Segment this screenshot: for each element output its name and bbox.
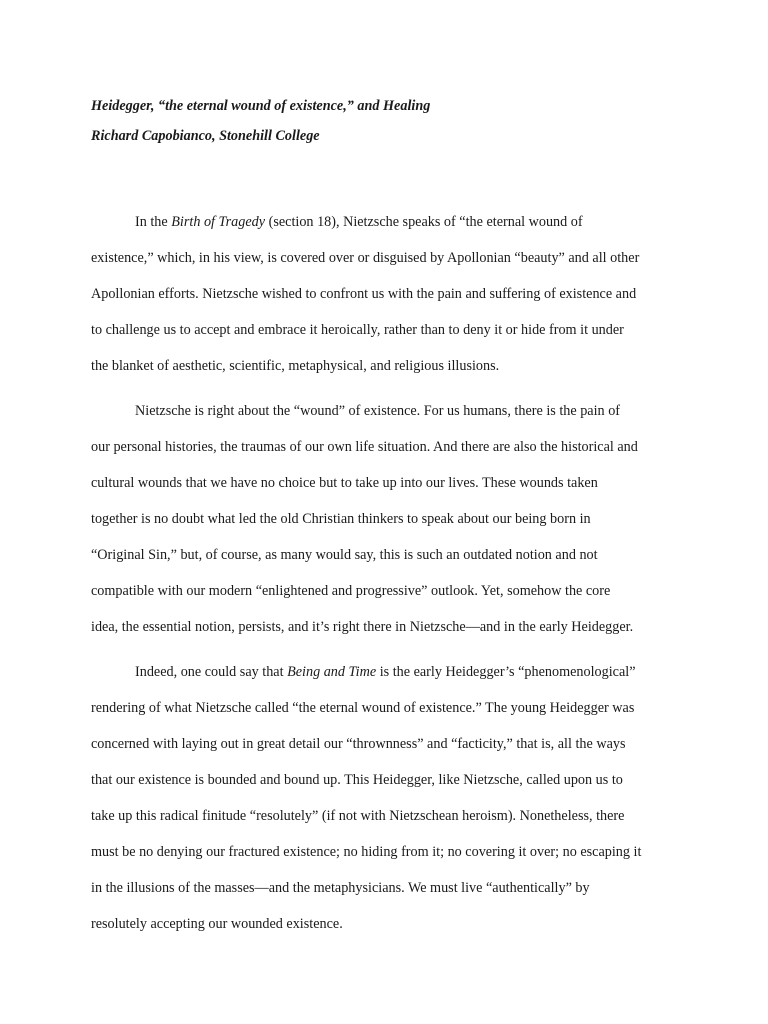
text-line: Nietzsche is right about the “wound” of existence. For us humans, there is the pain of: [135, 403, 621, 419]
body-paragraph: [91, 393, 681, 645]
text-line: resolutely accepting our wounded existence.: [91, 916, 343, 932]
italic-title: Being and Time: [287, 664, 377, 680]
text-line: Indeed, one could say that Being and Time is the early Heidegger’s “phenomenological”: [135, 664, 636, 680]
text-line: our personal histories, the traumas of our own life situation. And there are also the historical and: [91, 439, 638, 455]
text-line: in the illusions of the masses—and the metaphysicians. We must live “authentically” by: [91, 880, 590, 896]
document-body: [91, 204, 681, 942]
text-line: together is no doubt what led the old Christian thinkers to speak about our being born in: [91, 511, 591, 527]
document-author: Richard Capobianco, Stonehill College: [91, 128, 320, 144]
text-line: the blanket of aesthetic, scientific, metaphysical, and religious illusions.: [91, 358, 500, 374]
document-header: [91, 91, 691, 151]
text-line: cultural wounds that we have no choice but to take up into our lives. These wounds taken: [91, 475, 598, 491]
text-line: compatible with our modern “enlightened and progressive” outlook. Yet, somehow the core: [91, 583, 611, 599]
body-paragraph: [91, 204, 681, 384]
text-line: In the Birth of Tragedy (section 18), Nietzsche speaks of “the eternal wound of: [135, 214, 583, 230]
text-line: rendering of what Nietzsche called “the eternal wound of existence.” The young Heidegger was: [91, 700, 635, 716]
text-line: that our existence is bounded and bound up. This Heidegger, like Nietzsche, called upon us to: [91, 772, 623, 788]
text-line: “Original Sin,” but, of course, as many would say, this is such an outdated notion and not: [91, 547, 598, 563]
body-paragraph: [91, 654, 681, 942]
text-line: take up this radical finitude “resolutely” (if not with Nietzschean heroism). Nonetheless, there: [91, 808, 625, 824]
text-line: idea, the essential notion, persists, and it’s right there in Nietzsche—and in the early Heidegger.: [91, 619, 634, 635]
text-line: concerned with laying out in great detail our “thrownness” and “facticity,” that is, all the ways: [91, 736, 626, 752]
italic-title: Birth of Tragedy: [171, 214, 266, 230]
text-line: Apollonian efforts. Nietzsche wished to confront us with the pain and suffering of existence and: [91, 286, 637, 302]
text-line: existence,” which, in his view, is covered over or disguised by Apollonian “beauty” and all other: [91, 250, 640, 266]
text-line: to challenge us to accept and embrace it heroically, rather than to deny it or hide from it under: [91, 322, 624, 338]
document-title: Heidegger, “the eternal wound of existence,” and Healing: [91, 98, 431, 114]
text-line: must be no denying our fractured existence; no hiding from it; no covering it over; no escaping it: [91, 844, 642, 860]
